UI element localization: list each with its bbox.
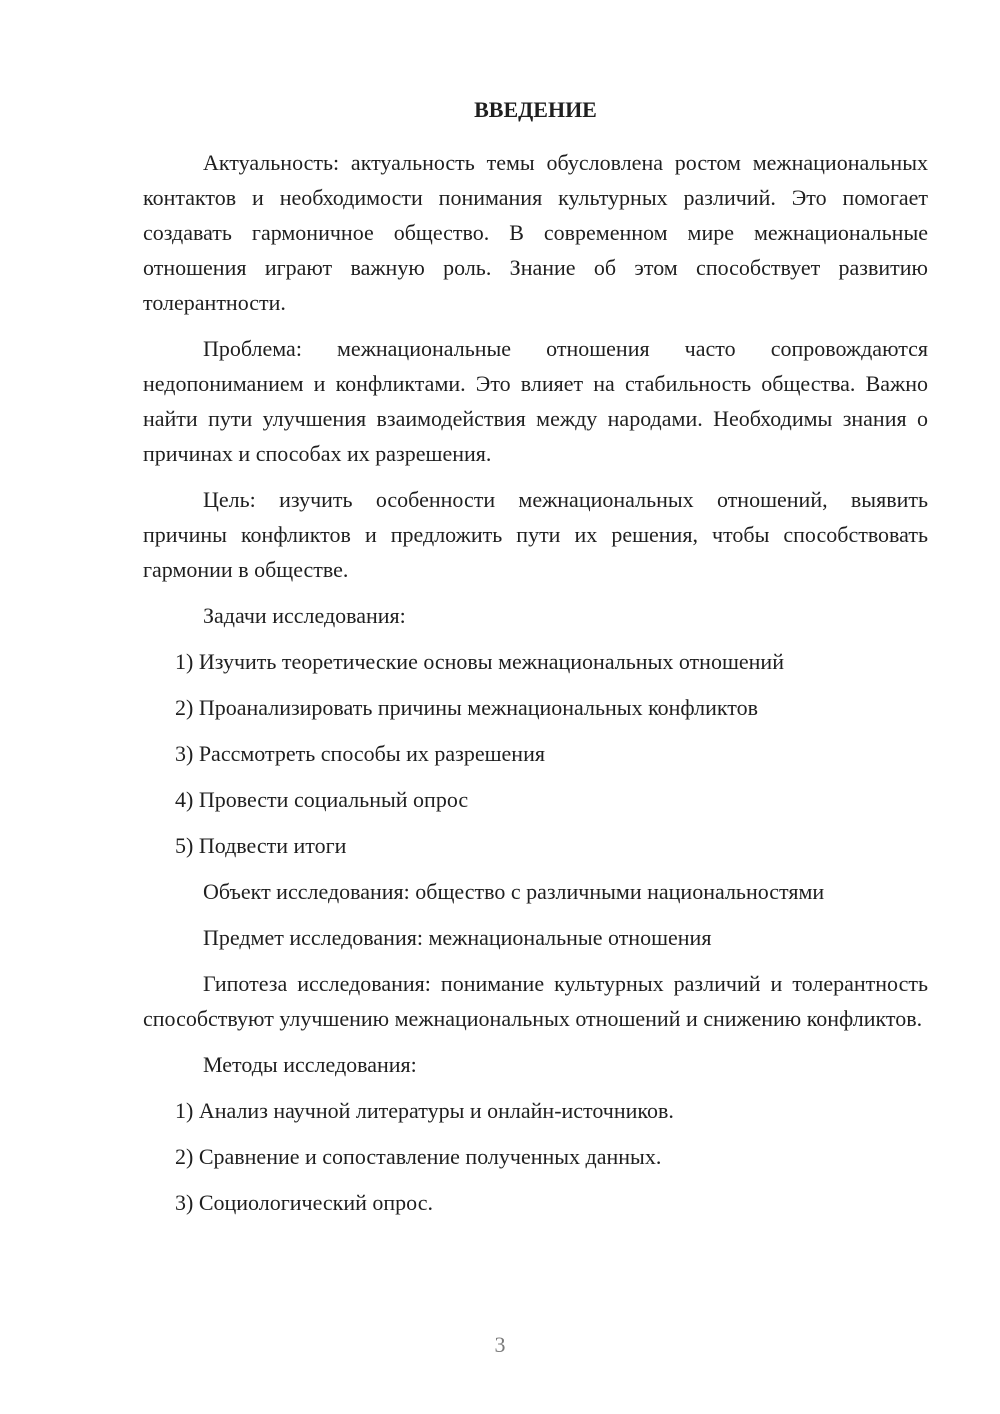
hypothesis-paragraph: Гипотеза исследования: понимание культурных различий и толерантность способствуют улучшению межнациональных отношений и снижению конфликтов. bbox=[143, 971, 928, 1031]
paragraph-gap bbox=[143, 1036, 928, 1047]
relevance-paragraph: Актуальность: актуальность темы обусловлена ростом межнациональных контактов и необходимости понимания культурных различий. Это помогает создавать гармоничное общество. В современном мире межнациональные отношения играют важную роль. Знание об этом способствует развитию толерантности. bbox=[143, 150, 928, 315]
page-number: 3 bbox=[494, 1332, 506, 1357]
subject-line: Предмет исследования: межнациональные отношения bbox=[203, 925, 712, 950]
methods-heading: Методы исследования: bbox=[203, 1052, 417, 1077]
goal-paragraph: Цель: изучить особенности межнациональных отношений, выявить причины конфликтов и предложить пути их решения, чтобы способствовать гармонии в обществе. bbox=[143, 487, 928, 582]
problem-paragraph: Проблема: межнациональные отношения часто сопровождаются недопониманием и конфликтами. Это влияет на стабильность общества. Важно найти пути улучшения взаимодействия между народами. Необходимы знания о причинах и способах их разрешения. bbox=[143, 336, 928, 466]
object-line: Объект исследования: общество с различными национальностями bbox=[203, 879, 825, 904]
task-item: 5) Подвести итоги bbox=[175, 833, 347, 858]
task-item: 2) Проанализировать причины межнациональных конфликтов bbox=[175, 695, 758, 720]
method-item: 1) Анализ научной литературы и онлайн-источников. bbox=[175, 1098, 674, 1123]
method-item: 3) Социологический опрос. bbox=[175, 1190, 433, 1215]
task-item: 1) Изучить теоретические основы межнациональных отношений bbox=[175, 649, 784, 674]
section-title: ВВЕДЕНИЕ bbox=[474, 97, 597, 122]
task-item: 4) Провести социальный опрос bbox=[175, 787, 469, 812]
paragraph-gap bbox=[143, 320, 928, 331]
paragraph-gap bbox=[143, 471, 928, 482]
page-content bbox=[143, 92, 928, 1231]
paragraph-gap bbox=[143, 587, 928, 598]
tasks-heading: Задачи исследования: bbox=[203, 603, 406, 628]
task-item: 3) Рассмотреть способы их разрешения bbox=[175, 741, 545, 766]
method-item: 2) Сравнение и сопоставление полученных данных. bbox=[175, 1144, 662, 1169]
